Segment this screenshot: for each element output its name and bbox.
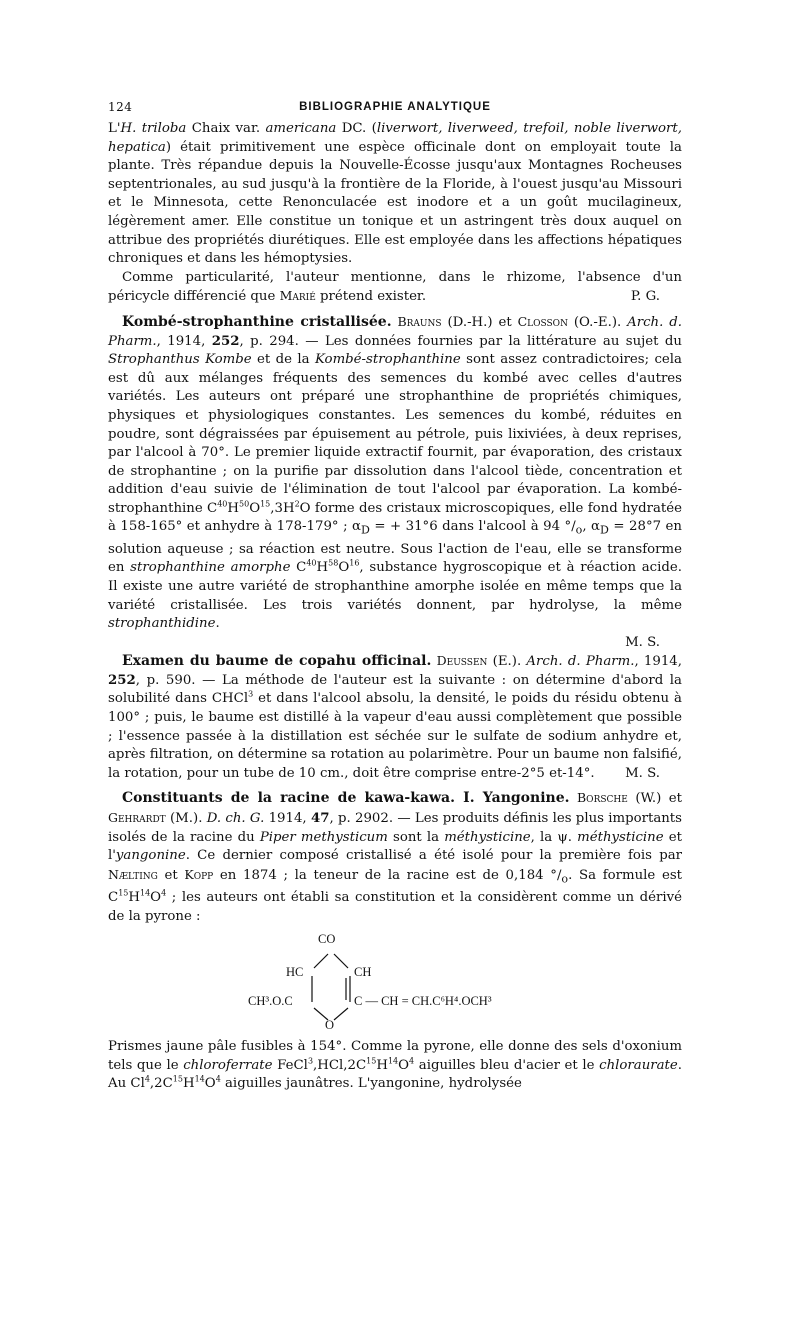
- entry-body: Deussen (E.). Arch. d. Pharm., 1914, 252, p. 590. — La méthode de l'auteur est la suivante : on détermine d'abord la solubilité dans CHCl$^3$ et dans l'alcool absolu, la densité, le poids du résidu obtenu à 100° ; puis, le baume est distillé à la vapeur d'eau aussi complètement que possible ; l'essence passée à la distillation est séchée sur le sulfate de sodium anhydre et, après filtration, on détermine sa rotation au polarimètre. Pour un baume non falsifié, la rotation, pour un tube de 10 cm., doit être comprise entre-2°5 et-14°.: [108, 653, 682, 781]
- formula-left-lower: CH³.O.C: [248, 994, 293, 1009]
- yangonine-structural-formula: [108, 928, 682, 1036]
- page-header: [108, 98, 682, 120]
- page: [108, 98, 682, 1094]
- formula-left-upper: HC: [286, 965, 304, 980]
- page-number: 124: [108, 100, 133, 114]
- entry-body: Borsche (W.) et Gehrardt (M.). D. ch. G. 1914, 47, p. 2902. — Les produits définis les plus importants isolés de la racine du Piper methysticum sont la méthysticine, la ψ. méthysticine et l'yangonine. Ce dernier composé cristallisé a été isolé pour la première fois par Nælting et Kopp en 1874 ; la teneur de la racine est de 0,184 $^\circ/_o$. Sa formule est $C^{15}H^{14}O^4$ ; les auteurs ont établi sa constitution et la considèrent comme un dérivé de la pyrone :: [108, 790, 682, 924]
- entry-body: Brauns (D.-H.) et Closson (O.-E.). Arch. d. Pharm., 1914, 252, p. 294. — Les données fournies par la littérature au sujet du Strophanthus Kombe et de la Kombé-strophanthine sont assez contradictoires; cela est dû aux mélanges fréquents des semences du kombé avec celles d'autres variétés. Les auteurs ont préparé une strophanthine de propriétés chimiques, physiques et physiologiques constantes. Les semences du kombé, réduites en poudre, sont dégraissées par épuisement au pétrole, puis lixiviées, à deux reprises, par l'alcool à 70°. Le premier liquide extractif fournit, par évaporation, des cristaux de strophantine ; on la purifie par dissolution dans l'alcool tiède, concentration et addition d'eau suivie de l'élimination de tout l'alcool par évaporation. La kombé-strophanthine $C^{40}H^{50}O^{15},3H^2O$ forme des cristaux microscopiques, elle fond hydratée à 158-165° et anhydre à 178-179° ; $\alpha_D$ = + 31°6 dans l'alcool à 94 $^\circ/_o$, $\alpha_D = 28^\circ 7$ en solution aqueuse ; sa réaction est neutre. Sous l'action de l'eau, elle se transforme en strophanthine amorphe $C^{40}H^{58}O^{16}$, substance hygroscopique et à réaction acide. Il existe une autre variété de strophanthine amorphe isolée en même temps que la variété cristallisée. Les trois variétés donnent, par hydrolyse, la même strophanthidine.: [108, 313, 682, 632]
- entry-title: Examen du baume de copahu officinal.: [122, 653, 432, 670]
- formula-bottom: O: [325, 1018, 335, 1033]
- entry-title: Kombé-strophanthine cristallisée.: [122, 313, 392, 330]
- entry-body-continuation: Comme particularité, l'auteur mentionne, dans le rhizome, l'absence d'un péricycle différencié que Marié prétend exister.: [108, 269, 682, 305]
- entry-body: L'H. triloba Chaix var. americana DC. (liverwort, liverweed, trefoil, noble liverwort, hepatica) était primitivement une espèce officinale dont on employait toute la plante. Très répandue depuis la Nouvelle-Écosse jusqu'aux Montagnes Rocheuses septentrionales, au sud jusqu'à la frontière de la Floride, à l'ouest jusqu'au Missouri et le Minnesota, cette Renonculacée est inodore et a un goût mucilagineux, légèrement amer. Elle constitue un tonique et un astringent très doux auquel on attribue des propriétés diurétiques. Elle est employée dans les affections hépatiques chroniques et dans les hémoptysies.: [108, 121, 682, 267]
- formula-top: CO: [318, 932, 336, 947]
- entry-signature: P. G.: [630, 289, 660, 305]
- entry-title: Constituants de la racine de kawa-kawa. I. Yangonine.: [122, 790, 570, 807]
- entry-signature: M. S.: [625, 634, 660, 650]
- pyrone-ring-diagram: [108, 928, 682, 1036]
- entry-copahu: [108, 652, 682, 783]
- formula-right-upper: CH: [354, 965, 372, 980]
- running-title: BIBLIOGRAPHIE ANALYTIQUE: [299, 101, 491, 113]
- entry-hepatica: [108, 120, 682, 307]
- formula-right-lower: C — CH = CH.C⁶H⁴.OCH³: [354, 994, 492, 1009]
- entry-kawa: [108, 789, 682, 1094]
- entry-signature: M. S.: [625, 765, 660, 781]
- entry-kombe: [108, 313, 682, 652]
- entry-body-continuation: Prismes jaune pâle fusibles à 154°. Comme la pyrone, elle donne des sels d'oxonium tels que le chloroferrate $FeCl^3,HCl,2C^{15}H^{14}O^4$ aiguilles bleu d'acier et le chloraurate. Au $Cl^4,2C^{15}H^{14}O^4$ aiguilles jaunâtres. L'yangonine, hydrolysée: [108, 1039, 682, 1092]
